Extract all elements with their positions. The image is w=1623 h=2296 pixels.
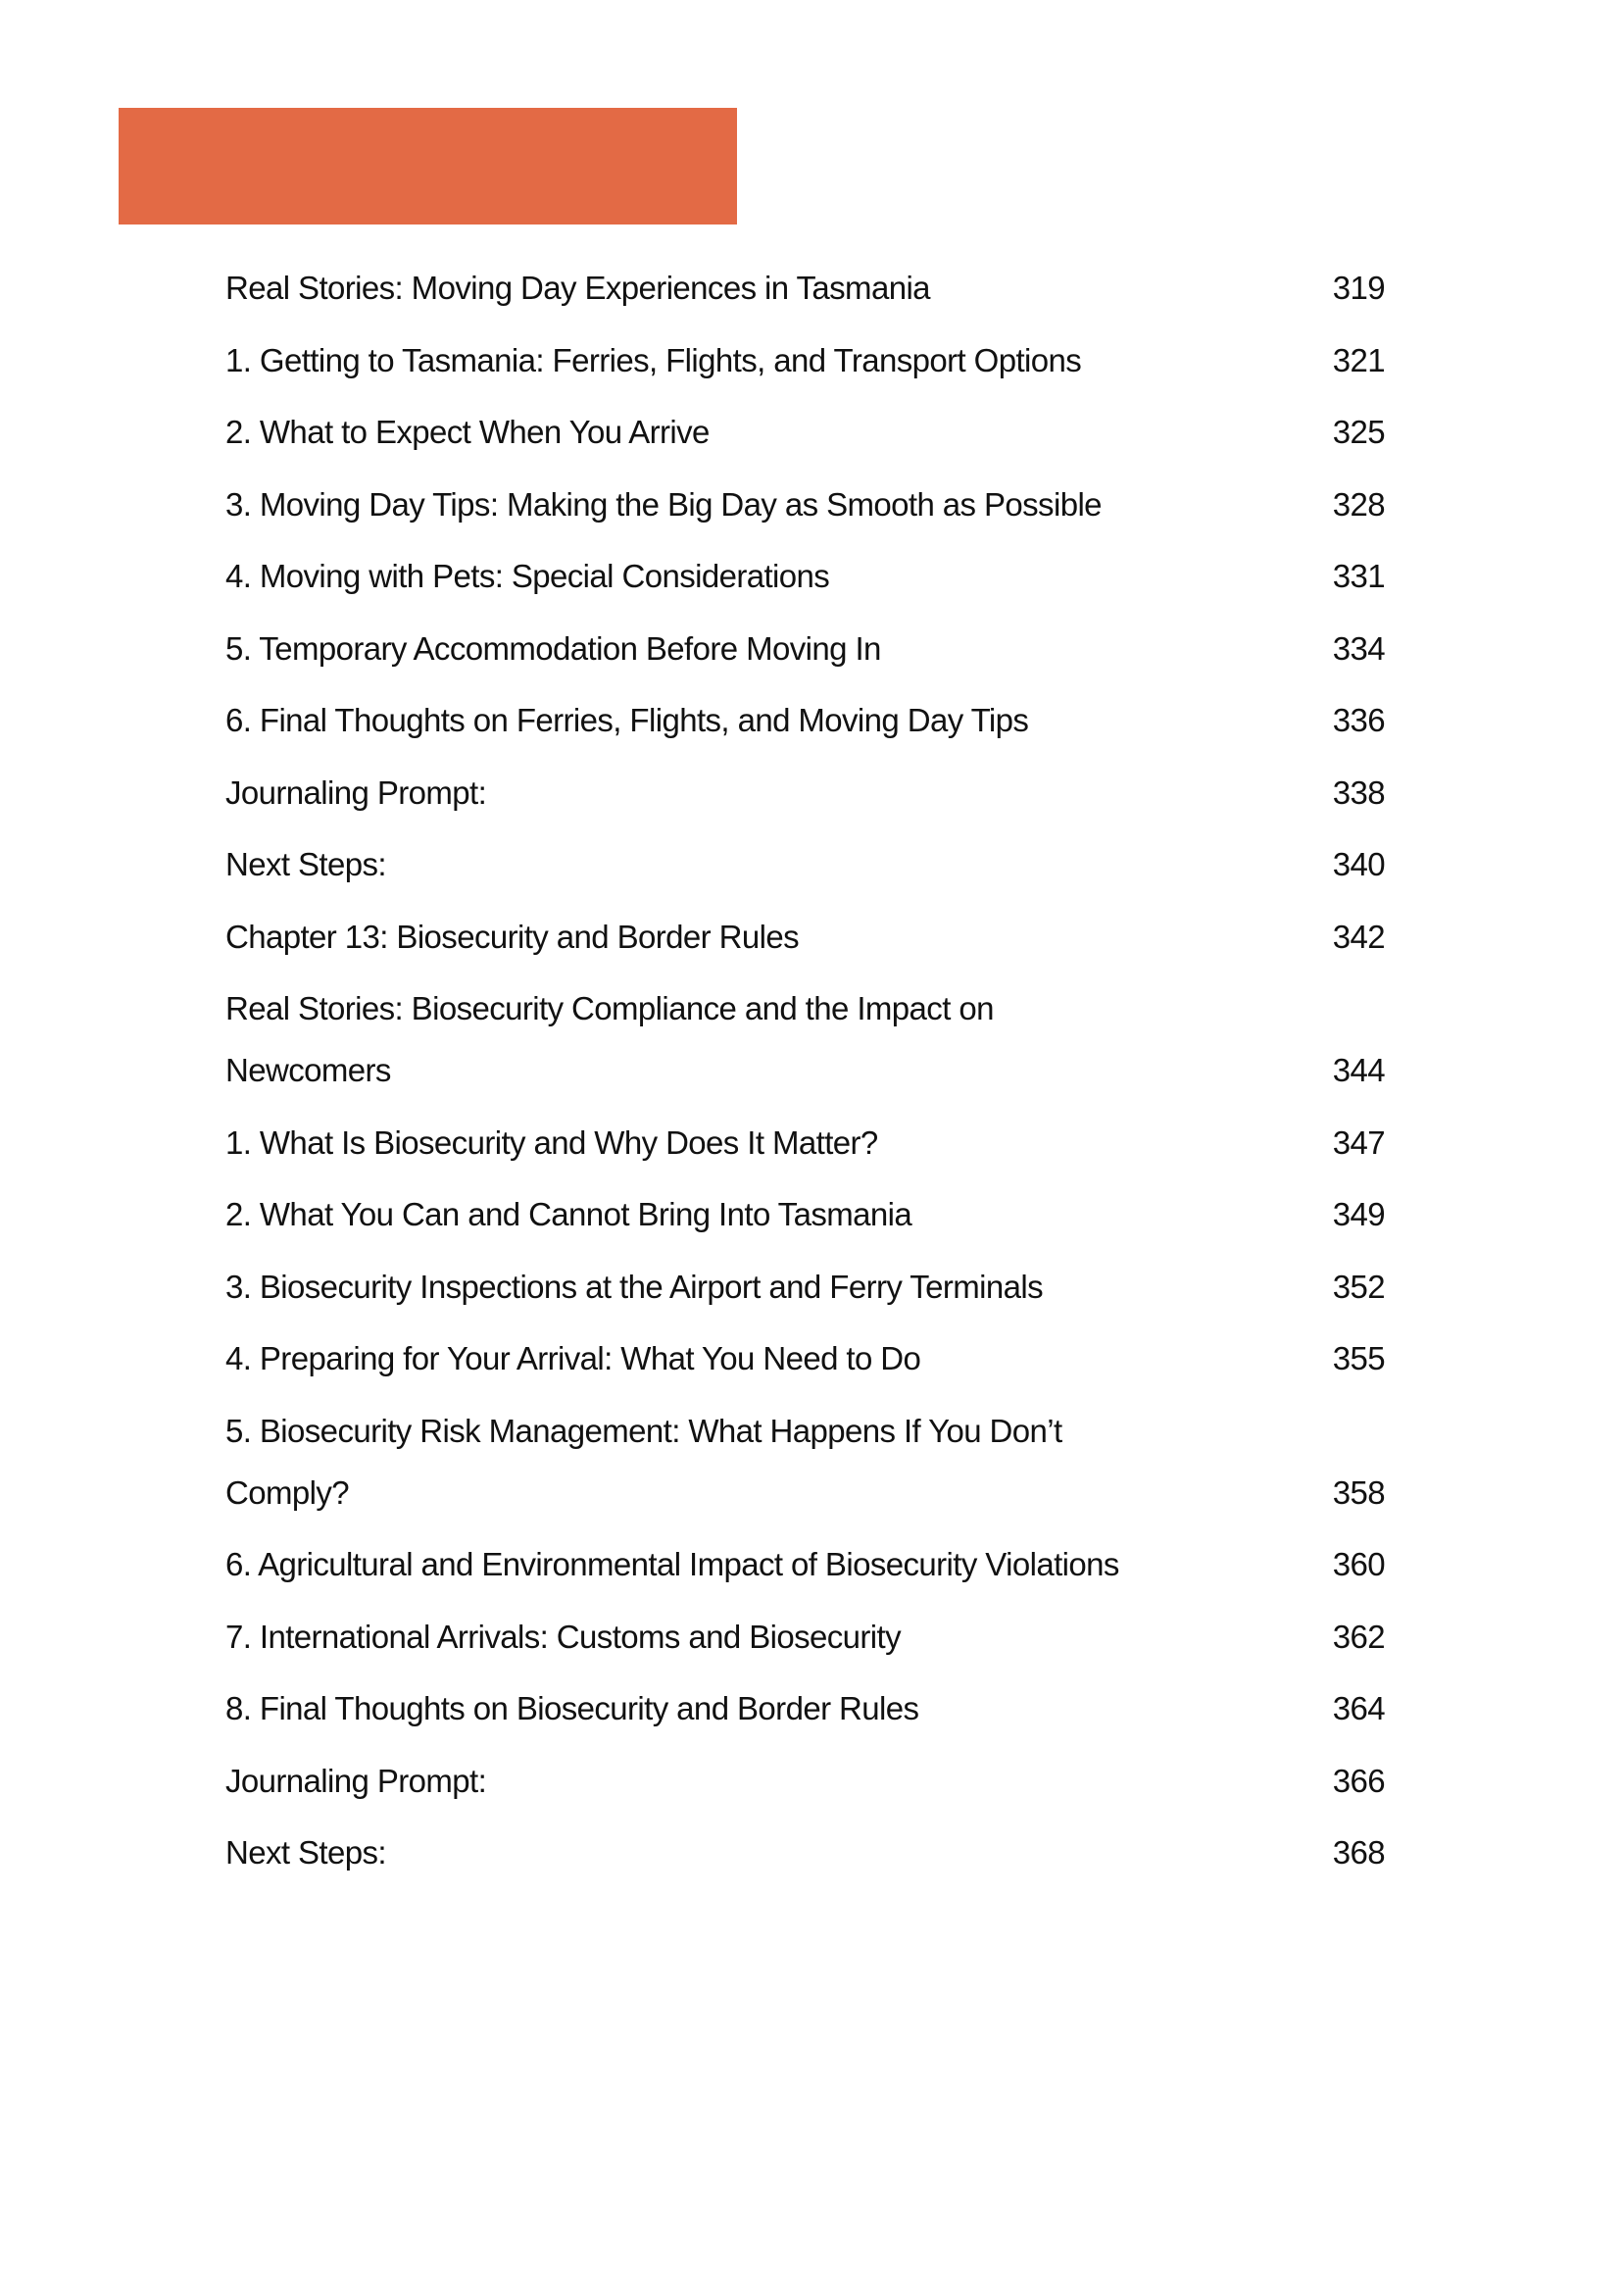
toc-entry-title: Next Steps: xyxy=(225,846,386,882)
toc-entry-title: 6. Agricultural and Environmental Impact of Biosecurity Violations xyxy=(225,1546,1119,1582)
toc-entry-title: 7. International Arrivals: Customs and Biosecurity xyxy=(225,1618,901,1655)
toc-entry[interactable] xyxy=(225,474,1385,535)
toc-entry-title: 6. Final Thoughts on Ferries, Flights, and Moving Day Tips xyxy=(225,702,1029,738)
toc-entry-page: 362 xyxy=(1332,1618,1385,1655)
toc-entry-page: 319 xyxy=(1332,270,1385,306)
toc-entry-page: 366 xyxy=(1332,1762,1385,1799)
toc-entry[interactable] xyxy=(225,1327,1385,1389)
toc-entry[interactable] xyxy=(225,1822,1385,1883)
toc-entry[interactable] xyxy=(225,1256,1385,1318)
toc-entry[interactable] xyxy=(225,762,1385,824)
toc-entry[interactable] xyxy=(225,1183,1385,1245)
toc-entry[interactable] xyxy=(225,1677,1385,1739)
toc-entry[interactable] xyxy=(225,833,1385,895)
toc-entry[interactable] xyxy=(225,1400,1385,1523)
toc-entry-title: 1. Getting to Tasmania: Ferries, Flights, and Transport Options xyxy=(225,341,1082,378)
toc-entry[interactable] xyxy=(225,977,1385,1101)
toc-entry-title: 8. Final Thoughts on Biosecurity and Border Rules xyxy=(225,1690,919,1726)
toc-entry-page: 331 xyxy=(1332,558,1385,594)
toc-entry-page: 364 xyxy=(1332,1690,1385,1726)
toc-entry-title: 3. Moving Day Tips: Making the Big Day as Smooth as Possible xyxy=(225,485,1102,523)
toc-entry-page: 321 xyxy=(1332,341,1385,378)
toc-entry[interactable] xyxy=(225,329,1385,391)
toc-entry-title: 2. What You Can and Cannot Bring Into Tasmania xyxy=(225,1196,912,1232)
toc-entry[interactable] xyxy=(225,1750,1385,1812)
toc-entry-page: 358 xyxy=(1332,1473,1385,1511)
toc-entry-page: 347 xyxy=(1332,1123,1385,1161)
toc-entry-title: Chapter 13: Biosecurity and Border Rules xyxy=(225,918,799,955)
toc-entry-page: 355 xyxy=(1332,1340,1385,1376)
toc-entry[interactable] xyxy=(225,906,1385,968)
toc-entry-page: 360 xyxy=(1332,1546,1385,1582)
toc-entry[interactable] xyxy=(225,257,1385,319)
toc-entry[interactable] xyxy=(225,545,1385,607)
toc-entry-page: 325 xyxy=(1332,414,1385,450)
toc-entry-title: 4. Preparing for Your Arrival: What You Need to Do xyxy=(225,1340,921,1376)
toc-entry[interactable] xyxy=(225,401,1385,463)
toc-entry[interactable] xyxy=(225,1606,1385,1668)
table-of-contents xyxy=(225,257,1385,1894)
toc-entry-page: 342 xyxy=(1332,918,1385,955)
toc-entry-page: 352 xyxy=(1332,1268,1385,1305)
toc-entry[interactable] xyxy=(225,618,1385,679)
toc-entry-title: 4. Moving with Pets: Special Considerations xyxy=(225,558,830,594)
toc-entry-page: 344 xyxy=(1332,1052,1385,1088)
toc-entry-title: Real Stories: Biosecurity Compliance and the Impact on Newcomers xyxy=(225,990,994,1088)
toc-entry-page: 340 xyxy=(1332,846,1385,882)
toc-entry-page: 368 xyxy=(1332,1834,1385,1871)
toc-entry-page: 349 xyxy=(1332,1196,1385,1232)
toc-entry-title: Journaling Prompt: xyxy=(225,774,487,811)
header-accent-bar xyxy=(119,108,737,225)
toc-entry-page: 338 xyxy=(1332,774,1385,811)
toc-entry-title: 5. Temporary Accommodation Before Moving In xyxy=(225,629,881,667)
toc-entry[interactable] xyxy=(225,1112,1385,1173)
toc-entry-title: 1. What Is Biosecurity and Why Does It Matter? xyxy=(225,1123,878,1161)
toc-entry-title: Journaling Prompt: xyxy=(225,1762,487,1799)
toc-entry-title: 5. Biosecurity Risk Management: What Happens If You Don’t Comply? xyxy=(225,1412,1062,1511)
toc-entry-title: 3. Biosecurity Inspections at the Airport and Ferry Terminals xyxy=(225,1268,1044,1305)
toc-entry-title: Real Stories: Moving Day Experiences in Tasmania xyxy=(225,270,930,306)
toc-entry-page: 336 xyxy=(1332,702,1385,738)
toc-entry-title: Next Steps: xyxy=(225,1834,386,1871)
toc-entry-title: 2. What to Expect When You Arrive xyxy=(225,414,710,450)
toc-entry-page: 328 xyxy=(1332,485,1385,523)
toc-entry[interactable] xyxy=(225,1533,1385,1595)
toc-entry-page: 334 xyxy=(1332,629,1385,667)
toc-entry[interactable] xyxy=(225,689,1385,751)
